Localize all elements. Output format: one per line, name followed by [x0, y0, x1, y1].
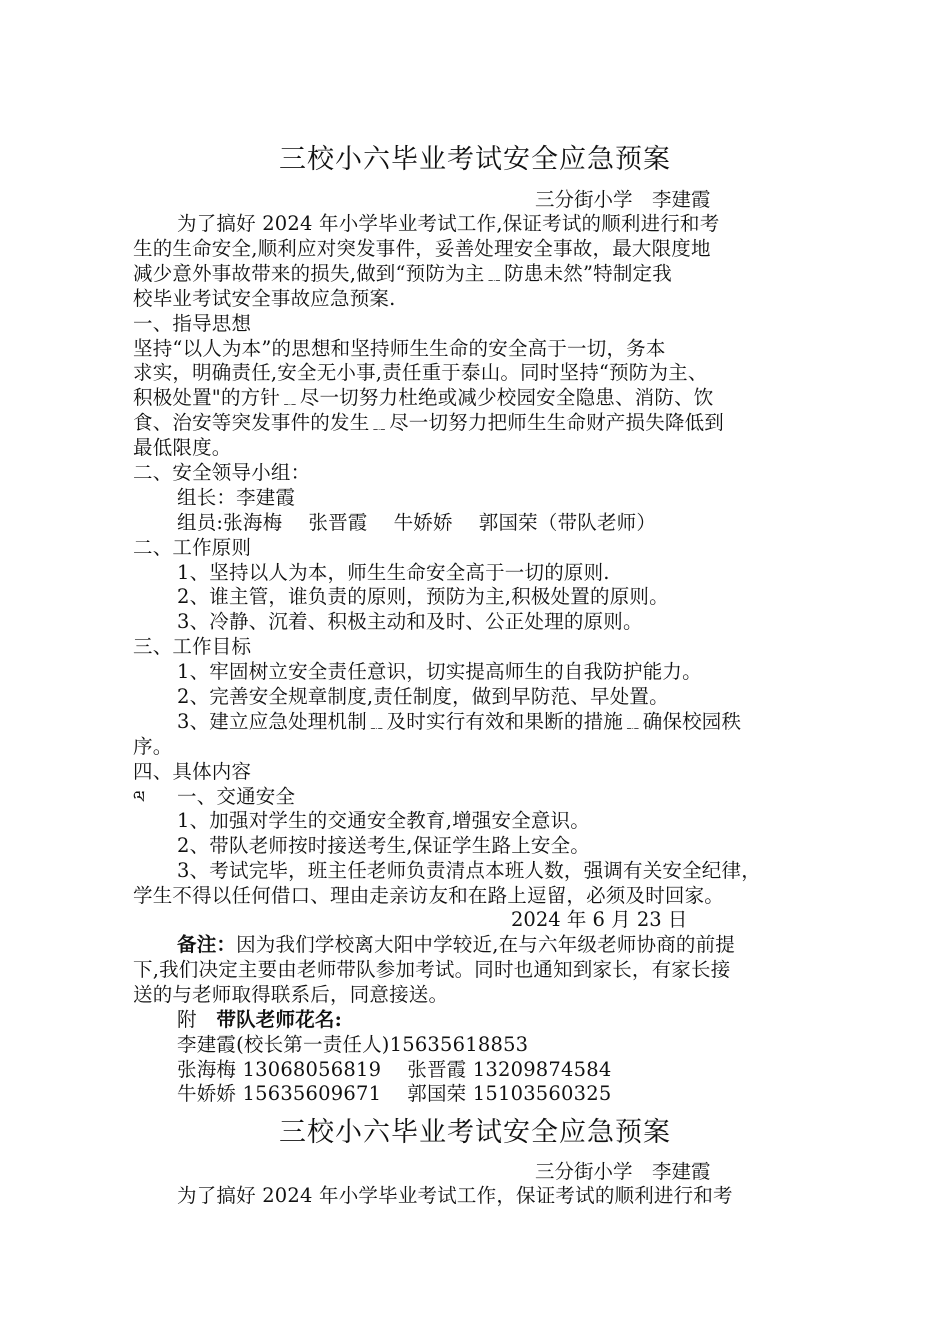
document-title-repeat: 三校小六毕业考试安全应急预案: [279, 1117, 671, 1148]
note-text: 因为我们学校离大阳中学较近,在与六年级老师协商的前提: [236, 933, 736, 956]
subsection-label: 一、交通安全: [177, 785, 296, 808]
appendix-title: 带队老师花名:: [216, 1008, 343, 1031]
contact-line: 牛娇娇 15635609671 郭国荣 15103560325: [177, 1082, 612, 1105]
paragraph-line: 食、治安等突发事件的发生﹎尽一切努力把师生生命财产损失降低到: [133, 411, 725, 434]
list-item: 1、加强对学生的交通安全教育,增强安全意识。: [177, 809, 591, 832]
section-heading: 一、指导思想: [133, 312, 252, 335]
contact-line: 张海梅 13068056819 张晋霞 13209874584: [177, 1058, 612, 1081]
intro-line: 减少意外事故带来的损失,做到“预防为主﹎防患未然”特制定我: [133, 262, 672, 285]
section-heading: 二、工作原则: [133, 536, 252, 559]
list-item: 1、坚持以人为本，师生生命安全高于一切的原则.: [177, 561, 610, 584]
note-line: [177, 933, 735, 957]
note-line: 下,我们决定主要由老师带队参加考试。同时也通知到家长，有家长接: [133, 958, 731, 981]
paragraph-line: 求实，明确责任,安全无小事,责任重于泰山。同时坚持“预防为主、: [133, 361, 708, 384]
leader-line: 组长：李建霞: [177, 486, 296, 509]
list-item-continuation: 学生不得以任何借口、理由走亲访友和在路上逗留，必须及时回家。: [133, 884, 725, 907]
subsection-heading: [133, 785, 295, 810]
list-item: 1、牢固树立安全责任意识，切实提高师生的自我防护能力。: [177, 660, 702, 683]
list-item: 2、谁主管，谁负责的原则，预防为主,积极处置的原则。: [177, 585, 669, 608]
list-item: 3、建立应急处理机制﹎及时实行有效和果断的措施﹎确保校园秩: [177, 710, 742, 733]
list-item: 2、完善安全规章制度,责任制度，做到早防范、早处置。: [177, 685, 669, 708]
note-label: 备注：: [177, 933, 237, 956]
section-heading: 四、具体内容: [133, 760, 252, 783]
intro-line-repeat: 为了搞好 2024 年小学毕业考试工作，保证考试的顺利进行和考: [177, 1184, 733, 1207]
author-line: 三分街小学 李建霞: [535, 188, 711, 211]
intro-line: 生的生命安全,顺利应对突发事件，妥善处理安全事故，最大限度地: [133, 237, 711, 260]
contact-line: 李建霞(校长第一责任人)15635618853: [177, 1033, 529, 1056]
intro-line: 校毕业考试安全事故应急预案.: [133, 287, 396, 310]
intro-line: 为了搞好 2024 年小学毕业考试工作,保证考试的顺利进行和考: [177, 212, 720, 235]
wing-bullet-icon: ལ: [133, 788, 146, 808]
section-heading: 二、安全领导小组：: [133, 461, 311, 484]
appendix-heading: [177, 1008, 342, 1032]
note-line: 送的与老师取得联系后，同意接送。: [133, 983, 449, 1006]
list-item-continuation: 序。: [133, 735, 173, 758]
section-heading: 三、工作目标: [133, 635, 252, 658]
date-line: 2024 年 6 月 23 日: [511, 908, 688, 931]
members-line: 组员:张海梅 张晋霞 牛娇娇 郭国荣（带队老师）: [177, 511, 657, 534]
paragraph-line: 最低限度。: [133, 436, 232, 459]
author-line-repeat: 三分街小学 李建霞: [535, 1160, 711, 1183]
document-title: 三校小六毕业考试安全应急预案: [279, 144, 671, 175]
list-item: 3、考试完毕，班主任老师负责清点本班人数，强调有关安全纪律，: [177, 859, 761, 882]
paragraph-line: 坚持“以人为本”的思想和坚持师生生命的安全高于一切，务本: [133, 337, 666, 360]
list-item: 3、冷静、沉着、积极主动和及时、公正处理的原则。: [177, 610, 643, 633]
paragraph-line: 积极处置"的方针﹎尽一切努力杜绝或减少校园安全隐患、消防、饮: [133, 386, 714, 409]
appendix-prefix: 附: [177, 1008, 217, 1031]
list-item: 2、带队老师按时接送考生,保证学生路上安全。: [177, 834, 591, 857]
